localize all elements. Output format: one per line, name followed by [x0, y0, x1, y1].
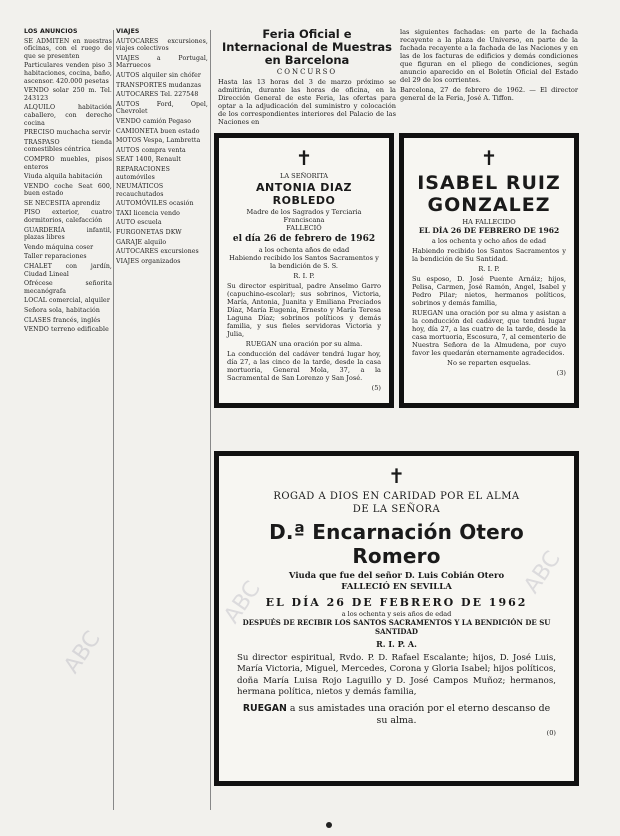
classified-ad: AUTOCARES excursiones, viajes colectivos — [116, 37, 208, 53]
obituary-order: Madre de los Sagrados y Terciaria Franciscana — [246, 208, 362, 224]
feria-body: Hasta las 13 horas del 3 de marzo próximo se admitirán, durante las horas de oficina, en la Dirección General de este Feria, las ofertas para optar a la adjudicación del suministro y colocación de los correspondientes interiores del Palacio de las Naciones en — [218, 78, 396, 126]
classified-ad: SE NECESITA aprendiz — [24, 199, 101, 207]
obituary-widow: Viuda que fue del señor D. Luis Cobián Otero — [288, 571, 505, 581]
classified-ad: Taller reparaciones — [24, 253, 87, 261]
classified-ad: TAXI licencia vendo — [116, 209, 180, 217]
classified-ad: SEAT 1400, Renault — [116, 156, 181, 164]
obituary-name-line2: GONZALEZ — [427, 194, 551, 216]
classified-column-1 — [24, 28, 112, 818]
obituary-heading-1: ROGAD A DIOS EN CARIDAD POR EL ALMA — [273, 491, 520, 502]
feria-continuation — [400, 28, 578, 104]
classified-header: LOS ANUNCIOS — [24, 28, 78, 35]
classified-ad: CHALET con jardín, Ciudad Lineal — [24, 263, 112, 278]
obituary-sacraments: Habiendo recibido los Santos Sacramentos y la bendición de Su Santidad. — [412, 247, 566, 263]
classified-ad: PRECISO muchacha servir — [24, 129, 111, 137]
classified-ad: VENDO coche Seat 600, buen estado — [24, 182, 112, 198]
obituary-antonia-diaz — [214, 133, 394, 408]
classified-ad: AUTOS Ford, Opel, Chevrolet — [116, 100, 208, 116]
classified-ad: Particulares venden piso 3 habitaciones, cocina, baño, ascensor. 420.000 pesetas — [24, 62, 112, 85]
classified-ad: VIAJES organizados — [116, 257, 181, 265]
watermark: ABC — [519, 546, 566, 599]
classified-ad: VIAJES a Portugal, Marruecos — [116, 54, 208, 70]
cross-icon: ✝ — [295, 146, 313, 170]
obituary-isabel-ruiz — [399, 133, 579, 408]
feria-continuation-text: las siguientes fachadas: en parte de la fachada recayente a la plaza de Universo, en parte de la fachada recayente a la fachada de las Naciones y en las de los facturas de edificios y demás condiciones que figuran en el pliego de condiciones, según anuncio aparecido en el Boletín Oficial del Estado del 29 de los corrientes. — [400, 28, 578, 84]
classified-ad: SE ADMITEN en nuestras oficinas, con el ruego de que se presenten — [24, 37, 112, 60]
obituary-rip: R. I. P. A. — [376, 639, 417, 649]
classified-header: VIAJES — [116, 28, 140, 35]
obituary-date: EL DÍA 26 DE FEBRERO DE 1962 — [418, 226, 560, 235]
obituary-body: Su esposo, D. José Puente Arnáiz; hijos, Pelisa, Carmen, José Ramón, Angel, Isabel y Pedro Pilar; nietos, hermanos políticos, sobrinos y demás familia, — [412, 275, 566, 307]
classified-ad: AUTO escuela — [116, 219, 162, 227]
obituary-age: a los ochenta y seis años de edad — [341, 610, 452, 618]
classified-ad: Ofrécese señorita mecanógrafa — [24, 280, 112, 295]
column-divider — [113, 30, 114, 810]
obituary-rip: R. I. P. — [293, 272, 315, 280]
classified-ad: Viuda alquila habitación — [24, 173, 103, 181]
classified-ad: AUTOMÓVILES ocasión — [116, 200, 194, 208]
classified-list — [116, 38, 208, 266]
obituary-name: D.ª Encarnación Otero Romero — [269, 520, 524, 568]
obituary-notice: No se reparten esquelas. — [447, 359, 531, 367]
classified-ad: Vendo máquina coser — [24, 243, 94, 251]
obituary-ref: (5) — [371, 384, 381, 392]
classified-ad: AUTOCARES Tel. 227548 — [116, 91, 199, 99]
obituary-intro: LA SEÑORITA — [279, 172, 329, 180]
classified-ad: GARAJE alquilo — [116, 238, 167, 246]
classified-ad: TRASPASO tienda comestibles céntrica — [24, 138, 112, 154]
obituary-fallecio: HA FALLECIDO — [462, 218, 516, 226]
cross-icon: ✝ — [480, 146, 498, 170]
obituary-age: a los ochenta y ocho años de edad — [431, 237, 547, 245]
obituary-heading-2: DE LA SEÑORA — [352, 504, 441, 515]
obituary-ruegan: RUEGAN una oración por su alma. — [245, 340, 363, 348]
ruegan-word: RUEGAN — [242, 702, 287, 714]
obituary-encarnacion-otero — [214, 451, 579, 786]
obituary-ref: (0) — [546, 728, 556, 737]
obituary-funeral: La conducción del cadáver tendrá lugar hoy, día 27, a las cinco de la tarde, desde la casa mortuoria, General Mola, 37, a la Sacramental de San Lorenzo y San José. — [227, 350, 381, 382]
column-divider — [210, 30, 211, 810]
obituary-ruegan: RUEGAN una oración por su alma y asistan a la conducción del cadáver, que tendrá lugar hoy, día 27, a las cuatro de la tarde, desde la casa mortuoria, Escosura, 7, al cementerio de Nuestra Señora de la Almudena, por cuyo favor les quedarán eternamente agradecidos. — [412, 309, 566, 357]
classified-ad: GUARDERÍA infantil, plazas libres — [24, 226, 112, 242]
classified-ad: VENDO terreno edificable — [24, 326, 109, 334]
classified-ad: ALQUILO habitación caballero, con derecho cocina — [24, 104, 112, 127]
feria-signature: Barcelona, 27 de febrero de 1962. — El director general de la Feria, José A. Tiffon. — [400, 86, 578, 102]
obituary-name-line1: ISABEL RUIZ — [417, 172, 561, 194]
classified-ad: AUTOS compra venta — [116, 146, 186, 154]
obituary-fallecio: FALLECIÓ — [286, 224, 322, 232]
page-mark — [326, 822, 332, 828]
classified-ad: AUTOS alquiler sin chófer — [116, 71, 201, 79]
obituary-age: a los ochenta años de edad — [258, 246, 350, 254]
classified-ad: FURGONETAS DKW — [116, 229, 182, 237]
classified-ad: VENDO camión Pegaso — [116, 117, 192, 125]
cross-icon: ✝ — [388, 464, 405, 488]
obituary-rip: R. I. P. — [478, 265, 500, 273]
classified-list — [24, 38, 112, 334]
obituary-ruegan — [237, 703, 556, 727]
obituary-name: ANTONIA DIAZ ROBLEDO — [256, 181, 352, 207]
classified-ad: NEUMÁTICOS recauchutados — [116, 183, 164, 198]
obituary-ref: (3) — [556, 369, 566, 377]
ruegan-text: a sus amistades una oración por el eterno descanso de su alma. — [289, 702, 551, 726]
classified-ad: CLASES francés, inglés — [24, 316, 101, 324]
obituary-sacraments: Habiendo recibido los Santos Sacramentos y la bendición de S. S. — [229, 254, 379, 270]
obituary-body: Su director espiritual, Rvdo. P. D. Rafael Escalante; hijos, D. José Luis, María Victoria, Miguel, Mercedes, Corona y Gloria Isabel; hijos políticos, doña María Luisa Rojo Laguillo y D. José Campos Muñoz; hermanos, hermana política, nietos y demás familia, — [237, 653, 556, 698]
classified-ad: TRANSPORTES mudanzas — [116, 81, 202, 89]
classified-ad: MOTOS Vespa, Lambretta — [116, 137, 201, 145]
classified-ad: REPARACIONES automóviles — [116, 165, 170, 181]
obituary-fallecio: FALLECIÓ EN SEVILLA — [341, 582, 452, 592]
classified-ad: LOCAL comercial, alquiler — [24, 297, 110, 305]
classified-ad: Señora sola, habitación — [24, 307, 100, 314]
classified-ad: COMPRO muebles, pisos enteros — [24, 155, 112, 171]
obituary-date: EL DÍA 26 DE FEBRERO DE 1962 — [265, 596, 528, 609]
classified-ad: PISO exterior, cuatro dormitorios, calefacción — [24, 209, 112, 225]
obituary-sacraments: DESPUÉS DE RECIBIR LOS SANTOS SACRAMENTOS Y LA BENDICIÓN DE SU SANTIDAD — [242, 618, 551, 636]
watermark: ABC — [219, 576, 266, 629]
watermark: ABC — [59, 626, 106, 679]
feria-notice — [218, 28, 396, 126]
classified-column-2 — [116, 28, 208, 818]
obituary-body: Su director espiritual, padre Anselmo Garro (capuchino-escolar); sus sobrinos, Victoria, María, Antonia, Juanita y Emiliana Preciados Díaz, María Eugenia, Ernesto y María Teresa Laguna Díaz; sobrinos políticos y demás familia, y sus fieles servidoras Victoria y Julia, — [227, 282, 381, 338]
classified-ad: VENDO solar 250 m. Tel. 243123 — [24, 87, 112, 102]
feria-title: Feria Oficial e Internacional de Muestras en Barcelona — [221, 27, 393, 67]
classified-ad: AUTOCARES excursiones — [116, 248, 199, 256]
classified-ad: CAMIONETA buen estado — [116, 127, 200, 135]
obituary-date: el día 26 de febrero de 1962 — [232, 234, 376, 244]
feria-subtitle: CONCURSO — [276, 68, 338, 76]
